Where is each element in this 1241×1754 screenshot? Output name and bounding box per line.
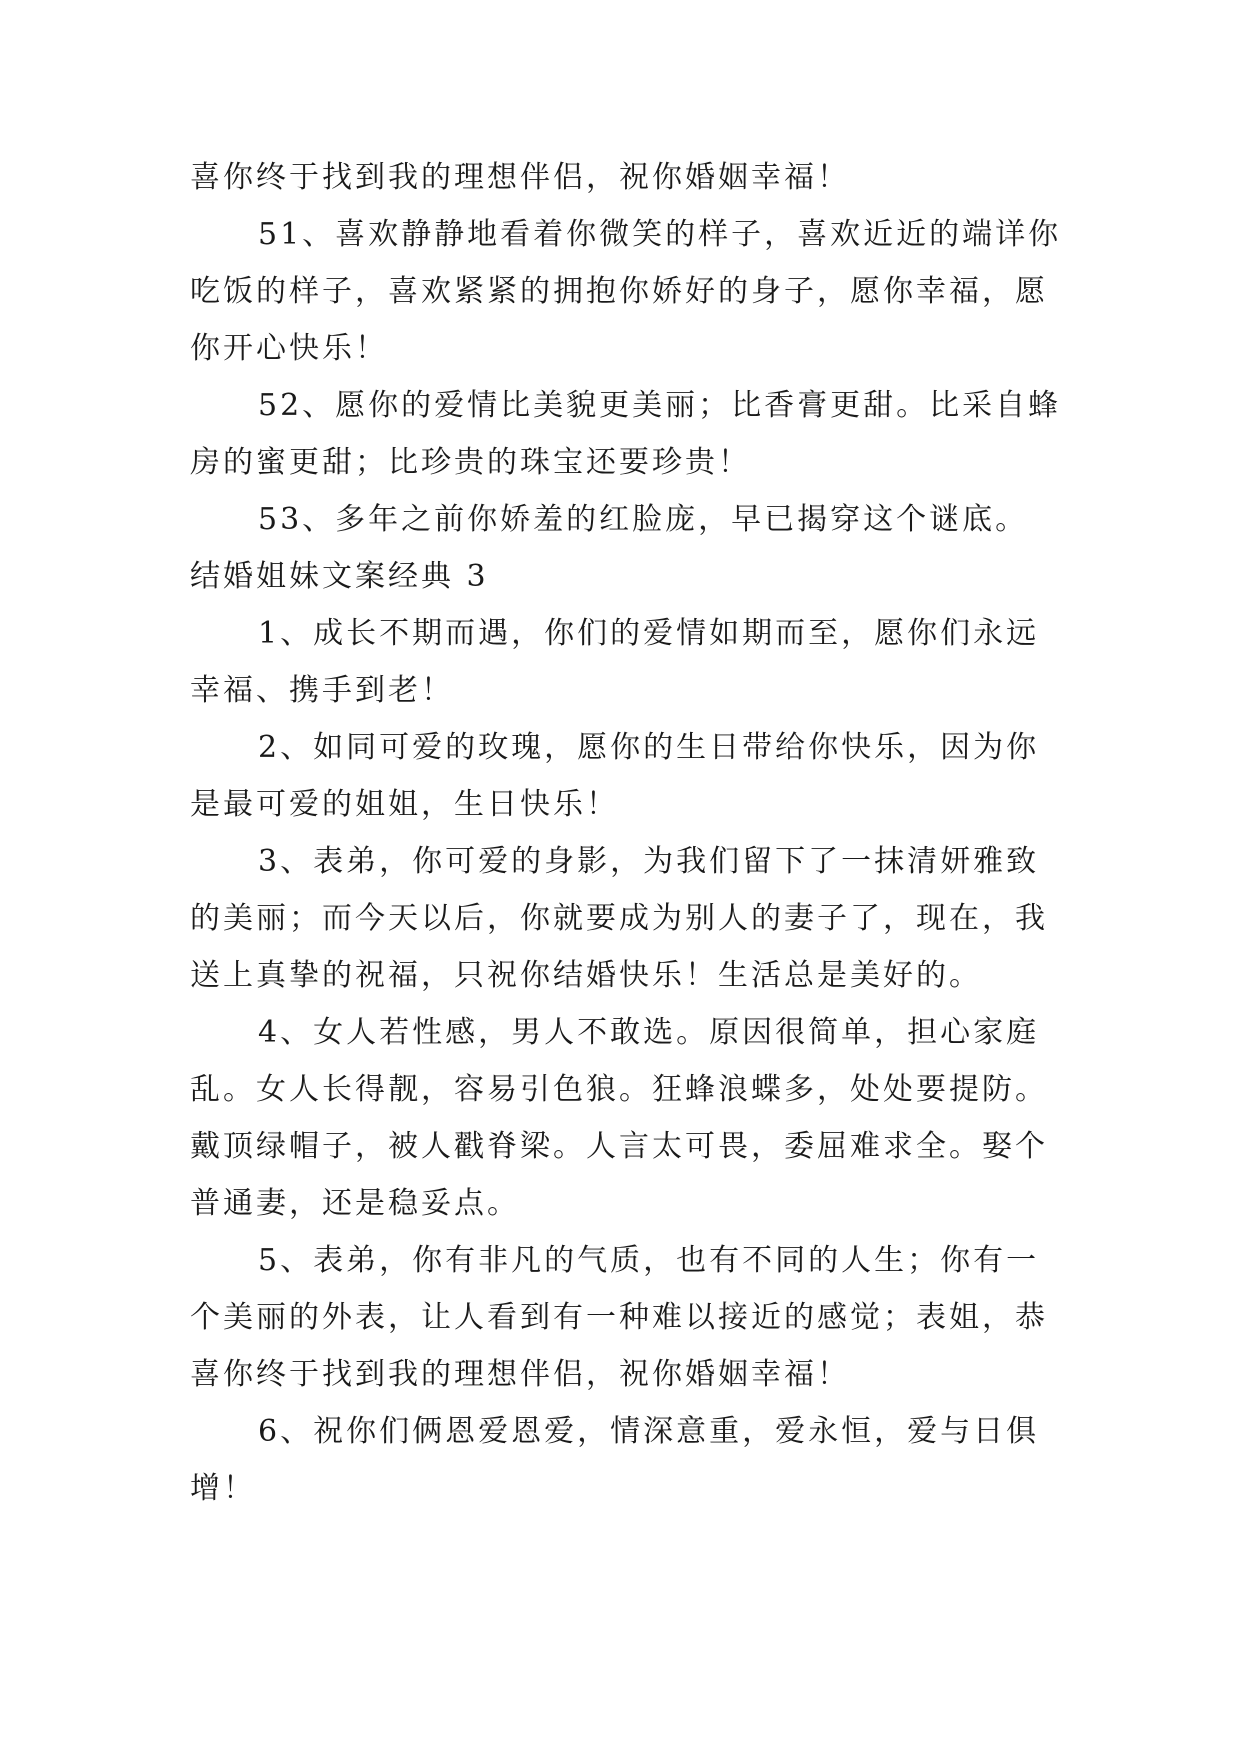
paragraph-1-line-2: 幸福、携手到老！ [190, 673, 454, 708]
paragraph-6-line-1: 6、祝你们俩恩爱恩爱，情深意重，爱永恒，爱与日俱 [258, 1414, 1040, 1449]
paragraph-51-line-2: 吃饭的样子，喜欢紧紧的拥抱你娇好的身子，愿你幸福，愿 [190, 274, 1048, 309]
paragraph-53-line-1: 53、多年之前你娇羞的红脸庞，早已揭穿这个谜底。 [258, 502, 1029, 537]
text-line: 喜你终于找到我的理想伴侣，祝你婚姻幸福！ [190, 160, 850, 195]
paragraph-2-line-1: 2、如同可爱的玫瑰，愿你的生日带给你快乐，因为你 [258, 730, 1040, 765]
paragraph-4-line-2: 乱。女人长得靓，容易引色狼。狂蜂浪蝶多，处处要提防。 [190, 1072, 1048, 1107]
paragraph-51-line-1: 51、喜欢静静地看着你微笑的样子，喜欢近近的端详你 [258, 217, 1062, 252]
paragraph-5-line-3: 喜你终于找到我的理想伴侣，祝你婚姻幸福！ [190, 1357, 850, 1392]
paragraph-52-line-2: 房的蜜更甜；比珍贵的珠宝还要珍贵！ [190, 445, 751, 480]
paragraph-3-line-3: 送上真挚的祝福，只祝你结婚快乐！生活总是美好的。 [190, 958, 982, 993]
paragraph-3-line-2: 的美丽；而今天以后，你就要成为别人的妻子了，现在，我 [190, 901, 1048, 936]
document-body [190, 152, 1070, 1520]
paragraph-4-line-3: 戴顶绿帽子，被人戳脊梁。人言太可畏，委屈难求全。娶个 [190, 1129, 1048, 1164]
paragraph-52-line-1: 52、愿你的爱情比美貌更美丽；比香膏更甜。比采自蜂 [258, 388, 1062, 423]
paragraph-51-line-3: 你开心快乐！ [190, 331, 388, 366]
paragraph-1-line-1: 1、成长不期而遇，你们的爱情如期而至，愿你们永远 [258, 616, 1040, 651]
paragraph-5-line-2: 个美丽的外表，让人看到有一种难以接近的感觉；表姐，恭 [190, 1300, 1048, 1335]
paragraph-4-line-4: 普通妻，还是稳妥点。 [190, 1186, 520, 1221]
paragraph-3-line-1: 3、表弟，你可爱的身影，为我们留下了一抹清妍雅致 [258, 844, 1040, 879]
paragraph-2-line-2: 是最可爱的姐姐，生日快乐！ [190, 787, 619, 822]
paragraph-5-line-1: 5、表弟，你有非凡的气质，也有不同的人生；你有一 [258, 1243, 1040, 1278]
paragraph-6-line-2: 增！ [190, 1471, 256, 1506]
section-heading: 结婚姐妹文案经典 3 [190, 559, 489, 594]
paragraph-4-line-1: 4、女人若性感，男人不敢选。原因很简单，担心家庭 [258, 1015, 1040, 1050]
